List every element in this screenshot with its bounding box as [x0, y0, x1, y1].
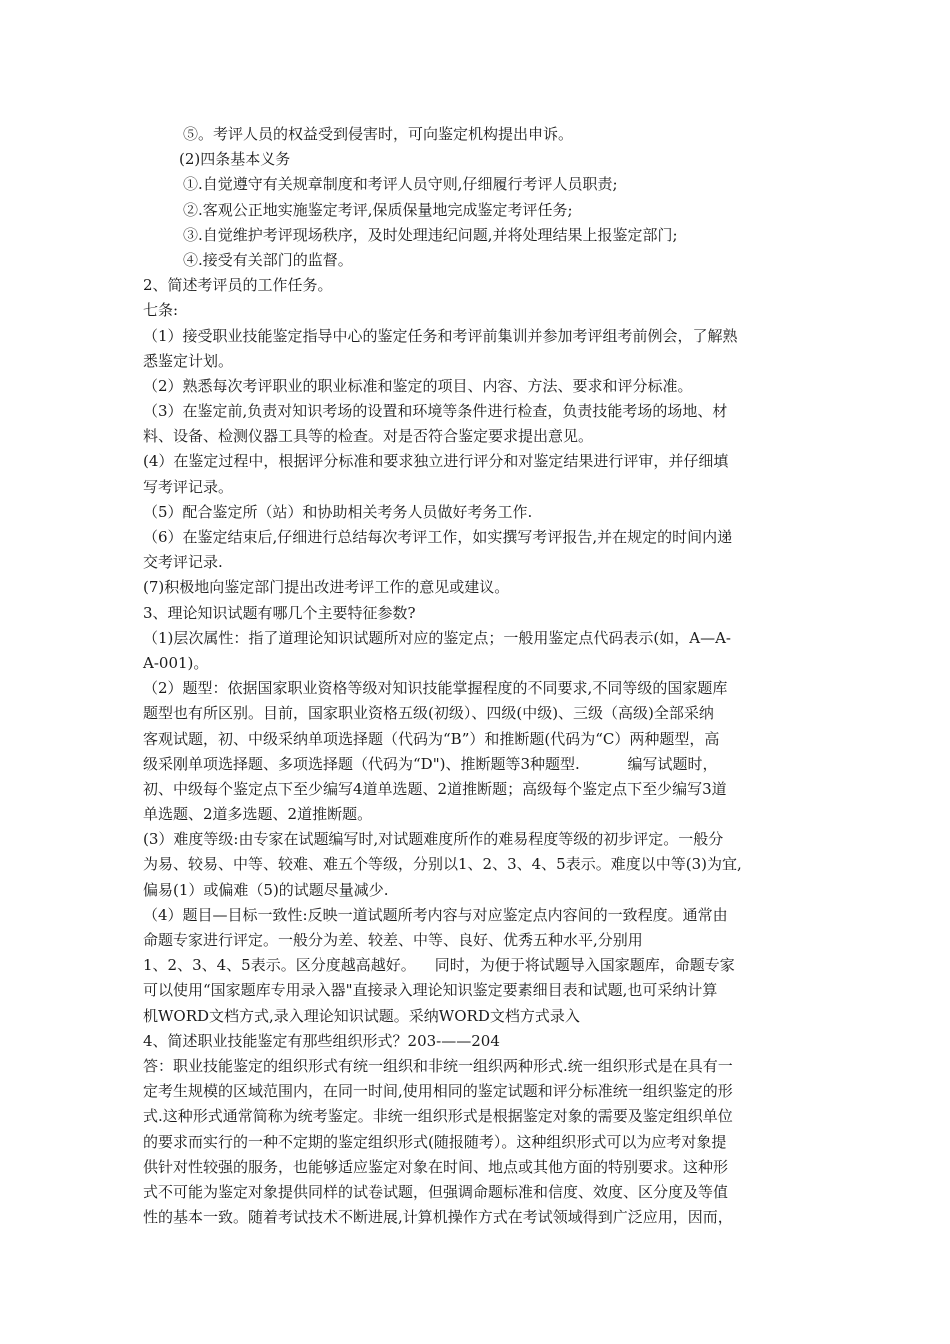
text-line: 悉鉴定计划。: [143, 351, 234, 370]
obligations-heading: (2)四条基本义务: [179, 150, 291, 169]
obligation-item-4: ④.接受有关部门的监督。: [183, 250, 353, 269]
text-line: 式.这种形式通常简称为统考鉴定。非统一组织形式是根据鉴定对象的需要及鉴定组织单位: [143, 1107, 733, 1126]
obligation-item-3: ③.自觉维护考评现场秩序，及时处理违纪问题,并将处理结果上报鉴定部门;: [183, 225, 678, 244]
right-item-5: ⑤。考评人员的权益受到侵害时，可向鉴定机构提出申诉。: [183, 125, 574, 143]
text-line: 初、中级每个鉴定点下至少编写4道单选题、2道推断题；高级每个鉴定点下至少编写3道: [143, 779, 727, 798]
text-line: 偏易(1）或偏难（5)的试题尽量减少.: [143, 880, 389, 899]
text-line: （2）熟悉每次考评职业的职业标准和鉴定的项目、内容、方法、要求和评分标准。: [143, 376, 693, 395]
text-line: 命题专家进行评定。一般分为差、较差、中等、良好、优秀五种水平,分别用: [143, 931, 643, 949]
text-line: 性的基本一致。随着考试技术不断进展,计算机操作方式在考试领域得到广泛应用，因而，: [143, 1208, 733, 1227]
text-line: 定考生规模的区域范围内，在同一时间,使用相同的鉴定试题和评分标准统一组织鉴定的形: [143, 1082, 733, 1101]
text-line: 1、2、3、4、5表示。区分度越高越好。 同时，为便于将试题导入国家题库，命题专家: [143, 956, 735, 975]
text-line: （5）配合鉴定所（站）和协助相关考务人员做好考务工作.: [143, 502, 533, 521]
text-line: 供针对性较强的服务，也能够适应鉴定对象在时间、地点或其他方面的特别要求。这种形: [143, 1157, 729, 1176]
text-line: 客观试题，初、中级采纳单项选择题（代码为“B”）和推断题(代码为“C）两种题型，高: [143, 729, 720, 748]
question-4-heading: 4、简述职业技能鉴定有那些组织形式？203-——204: [143, 1031, 500, 1050]
text-line: (4）在鉴定过程中，根据评分标准和要求独立进行评分和对鉴定结果进行评审，并仔细填: [143, 452, 729, 471]
text-line: 题型也有所区别。目前，国家职业资格五级(初级）、四级(中级)、三级（高级)全部采纳: [143, 704, 714, 723]
text-line: 料、设备、检测仪器工具等的检查。对是否符合鉴定要求提出意见。: [143, 427, 594, 446]
text-line: 单选题、2道多选题、2道推断题。: [143, 805, 373, 824]
obligation-item-2: ②.客观公正地实施鉴定考评,保质保量地完成鉴定考评任务;: [183, 200, 573, 219]
text-line: 可以使用“国家题库专用录入器"直接录入理论知识鉴定要素细目表和试题,也可采纳计算: [143, 981, 718, 1000]
text-line: 级采刚单项选择题、多项选择题（代码为“D")、推断题等3种题型. 编写试题时，: [143, 754, 718, 773]
text-line: （1）接受职业技能鉴定指导中心的鉴定任务和考评前集训并参加考评组考前例会，了解熟: [143, 326, 738, 345]
text-line: （2）题型：依据国家职业资格等级对知识技能掌握程度的不同要求,不同等级的国家题库: [143, 679, 728, 698]
question-3-heading: 3、理论知识试题有哪几个主要特征参数?: [143, 603, 416, 622]
text-line: (7)积极地向鉴定部门提出改进考评工作的意见或建议。: [143, 578, 510, 597]
text-line: (3）难度等级:由专家在试题编写时,对试题难度所作的难易程度等级的初步评定。一般分: [143, 830, 724, 849]
text-line: （3）在鉴定前,负责对知识考场的设置和环境等条件进行检查，负责技能考场的场地、材: [143, 402, 728, 421]
document-body: [143, 122, 813, 1230]
text-line: 式不可能为鉴定对象提供同样的试卷试题，但强调命题标准和信度、效度、区分度及等值: [143, 1182, 729, 1201]
text-line: （4）题目—目标一致性:反映一道试题所考内容与对应鉴定点内容间的一致程度。通常由: [143, 905, 728, 924]
answer-2-intro: 七条:: [143, 301, 179, 320]
text-line: 的要求而实行的一种不定期的鉴定组织形式(随报随考）。这种组织形式可以为应考对象提: [143, 1132, 727, 1151]
question-2-heading: 2、简述考评员的工作任务。: [143, 276, 333, 295]
text-line: 答：职业技能鉴定的组织形式有统一组织和非统一组织两种形式.统一组织形式是在具有一: [143, 1056, 733, 1075]
text-line: 机WORD文档方式,录入理论知识试题。采纳WORD文档方式录入: [143, 1006, 580, 1025]
text-line: A-001)。: [143, 653, 209, 672]
text-line: （1)层次属性：指了道理论知识试题所对应的鉴定点；一般用鉴定点代码表示(如，A—A-: [143, 628, 731, 647]
text-line: 交考评记录.: [143, 553, 223, 572]
text-line: （6）在鉴定结束后,仔细进行总结每次考评工作，如实撰写考评报告,并在规定的时间内递: [143, 528, 733, 546]
text-line: 为易、较易、中等、较难、难五个等级，分别以1、2、3、4、5表示。难度以中等(3)为宜,: [143, 855, 742, 874]
obligation-item-1: ①.自觉遵守有关规章制度和考评人员守则,仔细履行考评人员职责;: [183, 175, 618, 194]
text-line: 写考评记录。: [143, 477, 234, 496]
